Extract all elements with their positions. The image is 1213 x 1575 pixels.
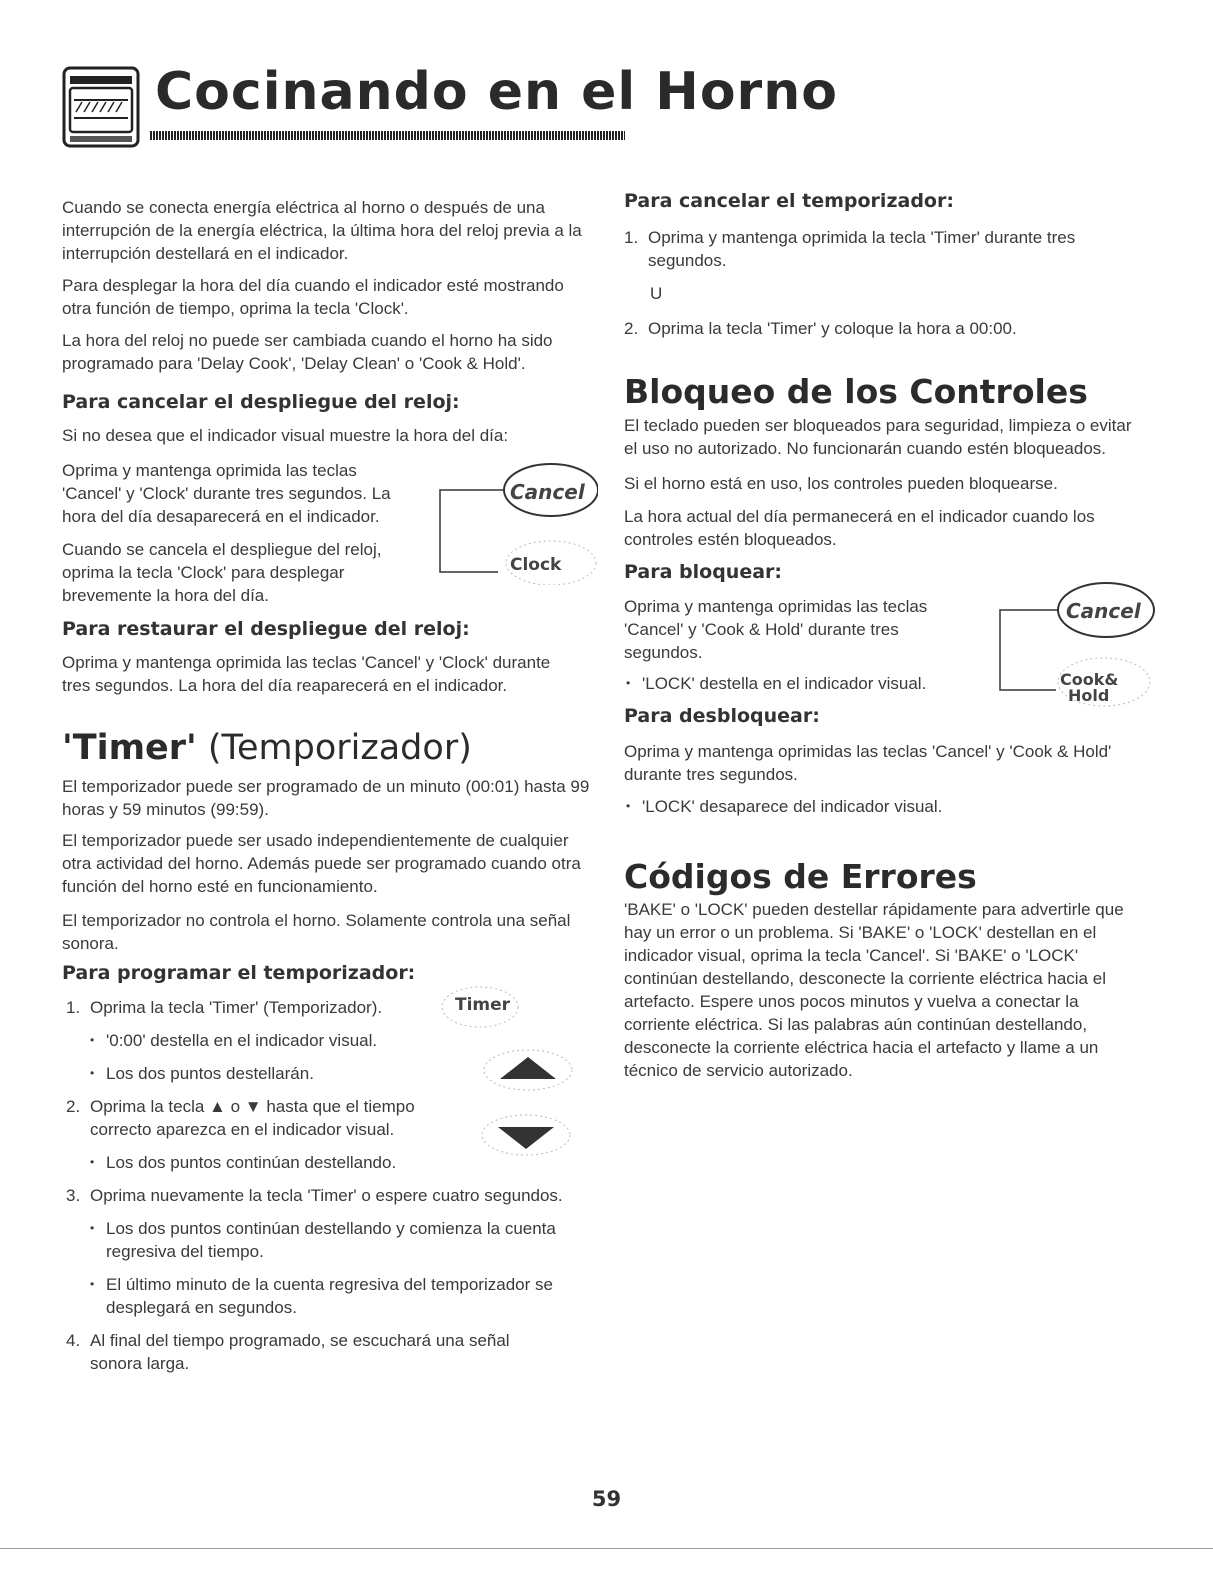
unlock-bullet: [626, 795, 1026, 818]
down-arrow-icon: [496, 1125, 556, 1151]
bullet-icon: •: [90, 1033, 95, 1047]
timer-key-illustration: [440, 985, 590, 1165]
lock-p2: Si el horno está en uso, los controles pueden bloquearse.: [624, 474, 1058, 493]
timer-p1: El temporizador puede ser programado de un minuto (00:01) hasta 99 horas y 59 minutos (99:59).: [62, 777, 590, 819]
bullet-icon: •: [626, 676, 631, 690]
bullet-item: [90, 1217, 560, 1263]
timer-heading-light: (Temporizador): [196, 728, 472, 768]
bullet-icon: •: [90, 1155, 95, 1169]
clock-key: Clock: [510, 555, 562, 575]
bullet-text: Los dos puntos continúan destellando y comienza la cuenta regresiva del tiempo.: [106, 1219, 556, 1261]
step-text: Al final del tiempo programado, se escuchará una señal sonora larga.: [90, 1331, 510, 1373]
lock-p1: El teclado pueden ser bloqueados para seguridad, limpieza o evitar el uso no autorizado. No funcionarán cuando estén bloqueados.: [624, 416, 1132, 458]
step-text: Oprima la tecla 'Timer' (Temporizador).: [90, 998, 383, 1017]
bullet-text: 'LOCK' desaparece del indicador visual.: [642, 797, 943, 816]
step-item: [66, 1329, 566, 1375]
timer-p3: El temporizador no controla el horno. Solamente controla una señal sonora.: [62, 911, 571, 953]
step-number: 2.: [624, 319, 639, 338]
intro-paragraph: Cuando se conecta energía eléctrica al horno o después de una interrupción de la energía eléctrica, la última hora del reloj previa a la interrupción destellará en el indicador.: [62, 198, 582, 263]
cancel-cookhold-key-illustration: [998, 578, 1156, 710]
errors-heading: Códigos de Errores: [624, 857, 977, 896]
step-text: Oprima nuevamente la tecla 'Timer' o espere cuatro segundos.: [90, 1186, 563, 1205]
step-item: [66, 996, 416, 1019]
timer-heading: [62, 728, 472, 768]
step-text: Oprima la tecla 'Timer' y coloque la hora a 00:00.: [648, 319, 1017, 338]
step-item: [624, 226, 1094, 272]
intro-paragraph: La hora del reloj no puede ser cambiada cuando el horno ha sido programado para 'Delay Cook', 'Delay Clean' o 'Cook & Hold'.: [62, 331, 553, 373]
bullet-icon: •: [90, 1221, 95, 1235]
step-number: 1.: [624, 228, 639, 247]
step-number: 1.: [66, 998, 81, 1017]
bullet-icon: •: [90, 1277, 95, 1291]
intro-section: [62, 196, 592, 375]
or-separator: U: [650, 284, 663, 303]
lock-subheading: Para bloquear:: [624, 561, 783, 583]
bullet-text: El último minuto de la cuenta regresiva del temporizador se desplegará en segundos.: [106, 1275, 553, 1317]
step-number: 4.: [66, 1331, 81, 1350]
page-number: 59: [591, 1487, 622, 1511]
restore-clock-p1: Oprima y mantenga oprimida las teclas 'Cancel' y 'Clock' durante tres segundos. La hora del día reaparecerá en el indicador.: [62, 653, 551, 695]
lock-p3: La hora actual del día permanecerá en el indicador cuando los controles estén bloqueados.: [624, 507, 1095, 549]
step-text: Oprima y mantenga oprimida la tecla 'Timer' durante tres segundos.: [648, 228, 1076, 270]
up-arrow-icon: [498, 1055, 558, 1081]
unlock-subheading: Para desbloquear:: [624, 705, 820, 727]
cancel-key: Cancel: [1066, 599, 1141, 623]
bullet-icon: •: [90, 1066, 95, 1080]
cook-key: Cook&: [1060, 670, 1119, 689]
lock-heading: Bloqueo de los Controles: [624, 372, 1088, 411]
bullet-icon: •: [626, 799, 631, 813]
cancel-timer-steps: [624, 226, 1124, 340]
cancel-clock-p3: Cuando se cancela el despliegue del reloj, oprima la tecla 'Clock' para desplegar brevemente la hora del día.: [62, 540, 382, 605]
step-item: [66, 1184, 586, 1207]
timer-p2: El temporizador puede ser usado independientemente de cualquier otra actividad del horno. Además puede ser programado cuando otra función del horno esté en funcionamiento.: [62, 831, 581, 896]
bottom-rule: [0, 1548, 1213, 1549]
bullet-text: '0:00' destella en el indicador visual.: [106, 1031, 378, 1050]
bullet-item: [90, 1273, 560, 1319]
title-rule: [150, 131, 625, 140]
step-number: 3.: [66, 1186, 81, 1205]
bullet-text: Los dos puntos destellarán.: [106, 1064, 314, 1083]
step-number: 2.: [66, 1097, 81, 1116]
intro-paragraph: Para desplegar la hora del día cuando el indicador esté mostrando otra función de tiempo, oprima la tecla 'Clock'.: [62, 276, 564, 318]
cancel-clock-key-illustration: [438, 460, 598, 585]
bullet-text: 'LOCK' destella en el indicador visual.: [642, 674, 927, 693]
step-text: Oprima la tecla ▲ o ▼ hasta que el tiempo correcto aparezca en el indicador visual.: [90, 1097, 415, 1139]
errors-p1: 'BAKE' o 'LOCK' pueden destellar rápidamente para advertirle que hay un error o un problema. Si 'BAKE' o 'LOCK' destellan en el indicador visual, oprima la tecla 'Cancel'. Si 'BAKE' o 'LOCK' continúan destellando, desconecte la corriente eléctrica hacia el artefacto. Espere unos pocos minutos y vuelva a conectar la corriente eléctrica. Si las palabras aún continúan destellando, desconecte la corriente eléctrica hacia el artefacto y llame a un técnico de servicio autorizado.: [624, 900, 1124, 1080]
cancel-key: Cancel: [510, 480, 585, 504]
program-timer-heading: Para programar el temporizador:: [62, 962, 416, 984]
cancel-clock-heading: Para cancelar el despliegue del reloj:: [62, 391, 460, 413]
hold-key: Hold: [1068, 686, 1110, 705]
lock-instructions: Oprima y mantenga oprimidas las teclas 'Cancel' y 'Cook & Hold' durante tres segundos.: [624, 597, 928, 662]
cancel-clock-p2: Oprima y mantenga oprimida las teclas 'Cancel' y 'Clock' durante tres segundos. La hora del día desaparecerá en el indicador.: [62, 461, 391, 526]
cancel-timer-heading: Para cancelar el temporizador:: [624, 190, 954, 212]
lock-bullet: [626, 672, 966, 695]
timer-heading-bold: 'Timer': [62, 728, 197, 768]
timer-key: Timer: [455, 995, 511, 1015]
oven-icon: [62, 66, 140, 150]
page-title: Cocinando en el Horno: [155, 62, 838, 122]
cancel-clock-p1: Si no desea que el indicador visual muestre la hora del día:: [62, 426, 509, 445]
step-item: [624, 317, 1124, 340]
restore-clock-heading: Para restaurar el despliegue del reloj:: [62, 618, 470, 640]
step-item: [66, 1095, 436, 1141]
unlock-instructions: Oprima y mantenga oprimidas las teclas 'Cancel' y 'Cook & Hold' durante tres segundos.: [624, 742, 1112, 784]
bullet-text: Los dos puntos continúan destellando.: [106, 1153, 397, 1172]
